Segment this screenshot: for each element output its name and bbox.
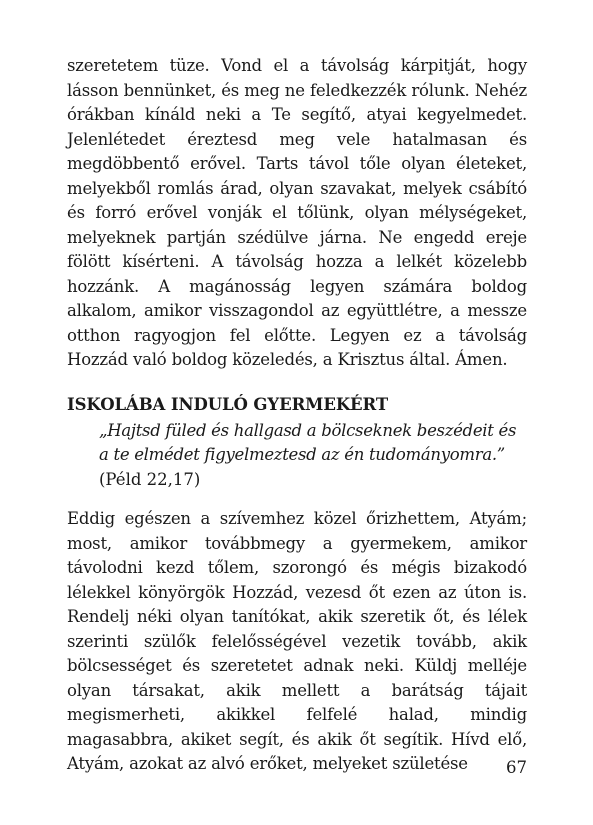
- section-heading: ISKOLÁBA INDULÓ GYERMEKÉRT: [67, 394, 389, 414]
- motto-quote: „Hajtsd füled és hallgasd a bölcseknek beszédeit és a te elmédet figyelmeztesd az én tudományomra.”: [99, 420, 517, 464]
- paragraph-prayer-ending: szeretetem tüze. Vond el a távolság kárpitját, hogy lásson bennünket, és meg ne feledkezzék rólunk. Nehéz órákban kínáld neki a Te segítő, atyai kegyelmedet. Jelenlétedet éreztesd meg vele hatalmasan és megdöbbentő erővel. Tarts távol tőle olyan életeket, melyekből romlás árad, olyan szavakat, melyek csábító és forró erővel vonják el tőlünk, olyan mélységeket, melyeknek partján szédülve járna. Ne engedd ereje fölött kísérteni. A távolság hozza a lelkét közelebb hozzánk. A magánosság legyen számára boldog alkalom, amikor visszagondol az együttlétre, a messze otthon ragyogjon fel előtte. Legyen ez a távolság Hozzád való boldog közeledés, a Krisztus által. Ámen.: [67, 56, 527, 369]
- page-content: [67, 54, 527, 777]
- paragraph-prayer-school: Eddig egészen a szívemhez közel őrizhettem, Atyám; most, amikor továbbmegy a gyermekem, amikor távolodni kezd tőlem, szorongó és mégis bizakodó lélekkel könyörgök Hozzád, vezesd őt ezen az úton is. Rendelj néki olyan tanítókat, akik szeretik őt, és lélek szerinti szülők felelősségével vezetik tovább, akik bölcsességet és szeretetet adnak neki. Küldj melléje olyan társakat, akik mellett a barátság tájait megismerheti, akikkel felfelé halad, mindig magasabbra, akiket segít, és akik őt segítik. Hívd elő, Atyám, azokat az alvó erőket, melyeket születése: [67, 509, 527, 773]
- page-number: 67: [506, 758, 527, 777]
- motto-block: [99, 419, 527, 493]
- motto-reference: (Péld 22,17): [99, 469, 201, 489]
